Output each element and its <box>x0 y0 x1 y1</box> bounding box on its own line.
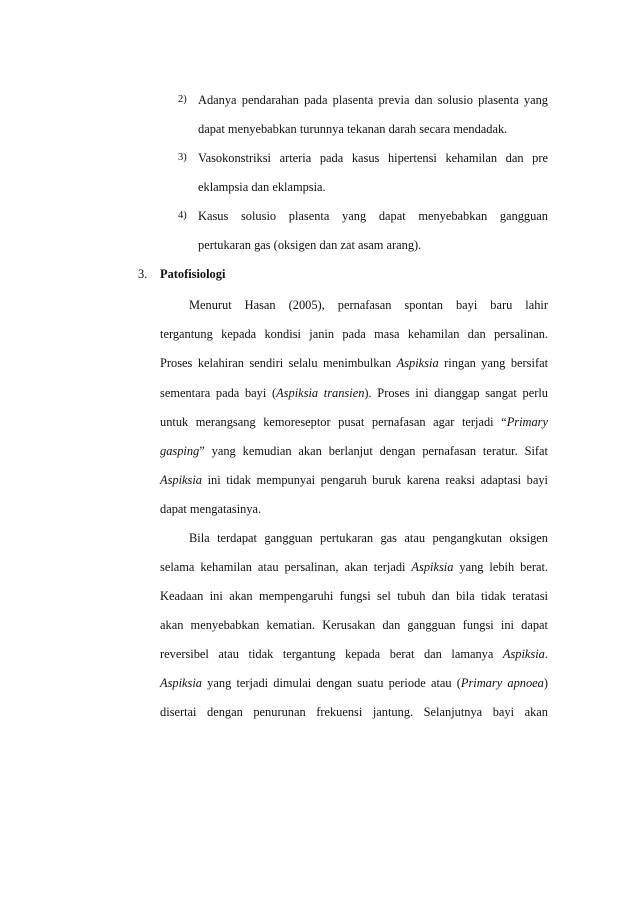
paragraph-line: disertai dengan penurunan frekuensi jantung. Selanjutnya bayi akan <box>160 705 548 719</box>
list-item-line: eklampsia dan eklampsia. <box>198 180 326 194</box>
italic-term: Aspiksia <box>411 560 454 574</box>
section-number: 3. <box>138 267 148 281</box>
italic-term: Aspiksia <box>396 356 439 370</box>
paragraph-line: reversibel atau tidak tergantung kepada berat dan lamanya Aspiksia. <box>160 647 548 661</box>
paragraph-line: Aspiksia yang terjadi dimulai dengan suatu periode atau (Primary apnoea) <box>160 676 548 690</box>
list-item-line: Kasus solusio plasenta yang dapat menyebabkan gangguan <box>198 209 548 223</box>
italic-term: Primary apnoea <box>460 676 544 690</box>
paragraph-line: Proses kelahiran sendiri selalu menimbulkan Aspiksia ringan yang bersifat <box>160 356 549 370</box>
list-item-line: Adanya pendarahan pada plasenta previa dan solusio plasenta yang <box>198 93 548 107</box>
list-number: 4) <box>178 210 187 221</box>
italic-term: gasping <box>160 444 200 458</box>
list-number: 2) <box>178 94 187 105</box>
list-item-line: pertukaran gas (oksigen dan zat asam arang). <box>198 238 422 252</box>
italic-term: Aspiksia <box>502 647 545 661</box>
section-title: Patofisiologi <box>160 267 226 281</box>
paragraph-line: tergantung kepada kondisi janin pada masa kehamilan dan persalinan. <box>160 327 548 341</box>
paragraph-line: untuk merangsang kemoreseptor pusat pernafasan agar terjadi “Primary <box>160 415 548 429</box>
list-number: 3) <box>178 152 187 163</box>
list-item-line: dapat menyebabkan turunnya tekanan darah secara mendadak. <box>198 122 508 136</box>
paragraph-line: sementara pada bayi (Aspiksia transien). Proses ini dianggap sangat perlu <box>160 386 548 400</box>
paragraph-line: gasping” yang kemudian akan berlanjut dengan pernafasan teratur. Sifat <box>160 444 548 458</box>
paragraph-line: Aspiksia ini tidak mempunyai pengaruh buruk karena reaksi adaptasi bayi <box>160 473 548 487</box>
paragraph-line: Keadaan ini akan mempengaruhi fungsi sel tubuh dan bila tidak teratasi <box>160 589 548 603</box>
paragraph-line: akan menyebabkan kematian. Kerusakan dan gangguan fungsi ini dapat <box>160 618 548 632</box>
paragraph-line: dapat mengatasinya. <box>160 502 262 516</box>
paragraph-line: Menurut Hasan (2005), pernafasan spontan bayi baru lahir <box>189 298 548 312</box>
italic-term: Aspiksia <box>160 473 202 487</box>
italic-term: Aspiksia transien <box>276 386 365 400</box>
italic-term: Aspiksia <box>160 676 202 690</box>
paragraph-line: Bila terdapat gangguan pertukaran gas atau pengangkutan oksigen <box>189 531 548 545</box>
paragraph-line: selama kehamilan atau persalinan, akan terjadi Aspiksia yang lebih berat. <box>160 560 548 574</box>
italic-term: Primary <box>506 415 548 429</box>
list-item-line: Vasokonstriksi arteria pada kasus hipertensi kehamilan dan pre <box>198 151 548 165</box>
